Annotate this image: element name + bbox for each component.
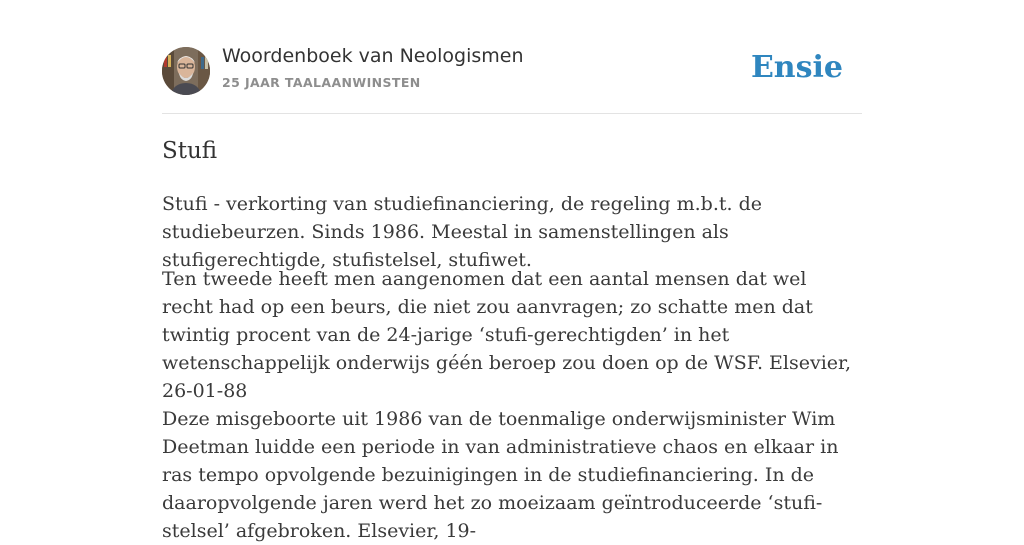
definition-paragraph: Stufi - verkorting van studiefinanciering, de regeling m.b.t. de studiebeurzen. Sinds 1986. Meestal in samenstellingen als stufigerechtigde, stufistelsel, stufiwet. — [162, 193, 762, 271]
article-card — [162, 0, 862, 542]
author-avatar[interactable] — [162, 47, 210, 95]
author-photo-icon — [162, 47, 210, 95]
header — [162, 0, 862, 114]
quote-paragraph: Deze misgeboorte uit 1986 van de toenmalige onderwijsminister Wim Deetman luidde een periode in van administratieve chaos en elkaar in ras tempo opvolgende bezuinigingen in de studiefinanciering. In de daaropvolgende jaren werd het zo moeizaam geïntroduceerde ‘stufi-stelsel’ afgebroken. Elsevier, 19- — [162, 408, 839, 542]
page-title: Stufi — [162, 138, 218, 164]
quote-paragraph: Ten tweede heeft men aangenomen dat een aantal mensen dat wel recht had op een beurs, die niet zou aanvragen; zo schatte men dat twintig procent van de 24-jarige ‘stufi-gerechtigden’ in het wetenschappelijk onderwijs géén beroep zou doen op de WSF. Elsevier, 26-01-88 — [162, 268, 852, 402]
author-subtitle: 25 JAAR TAALAANWINSTEN — [222, 75, 421, 90]
author-name[interactable]: Woordenboek van Neologismen — [222, 45, 524, 67]
brand-logo[interactable]: Ensie — [750, 50, 843, 85]
